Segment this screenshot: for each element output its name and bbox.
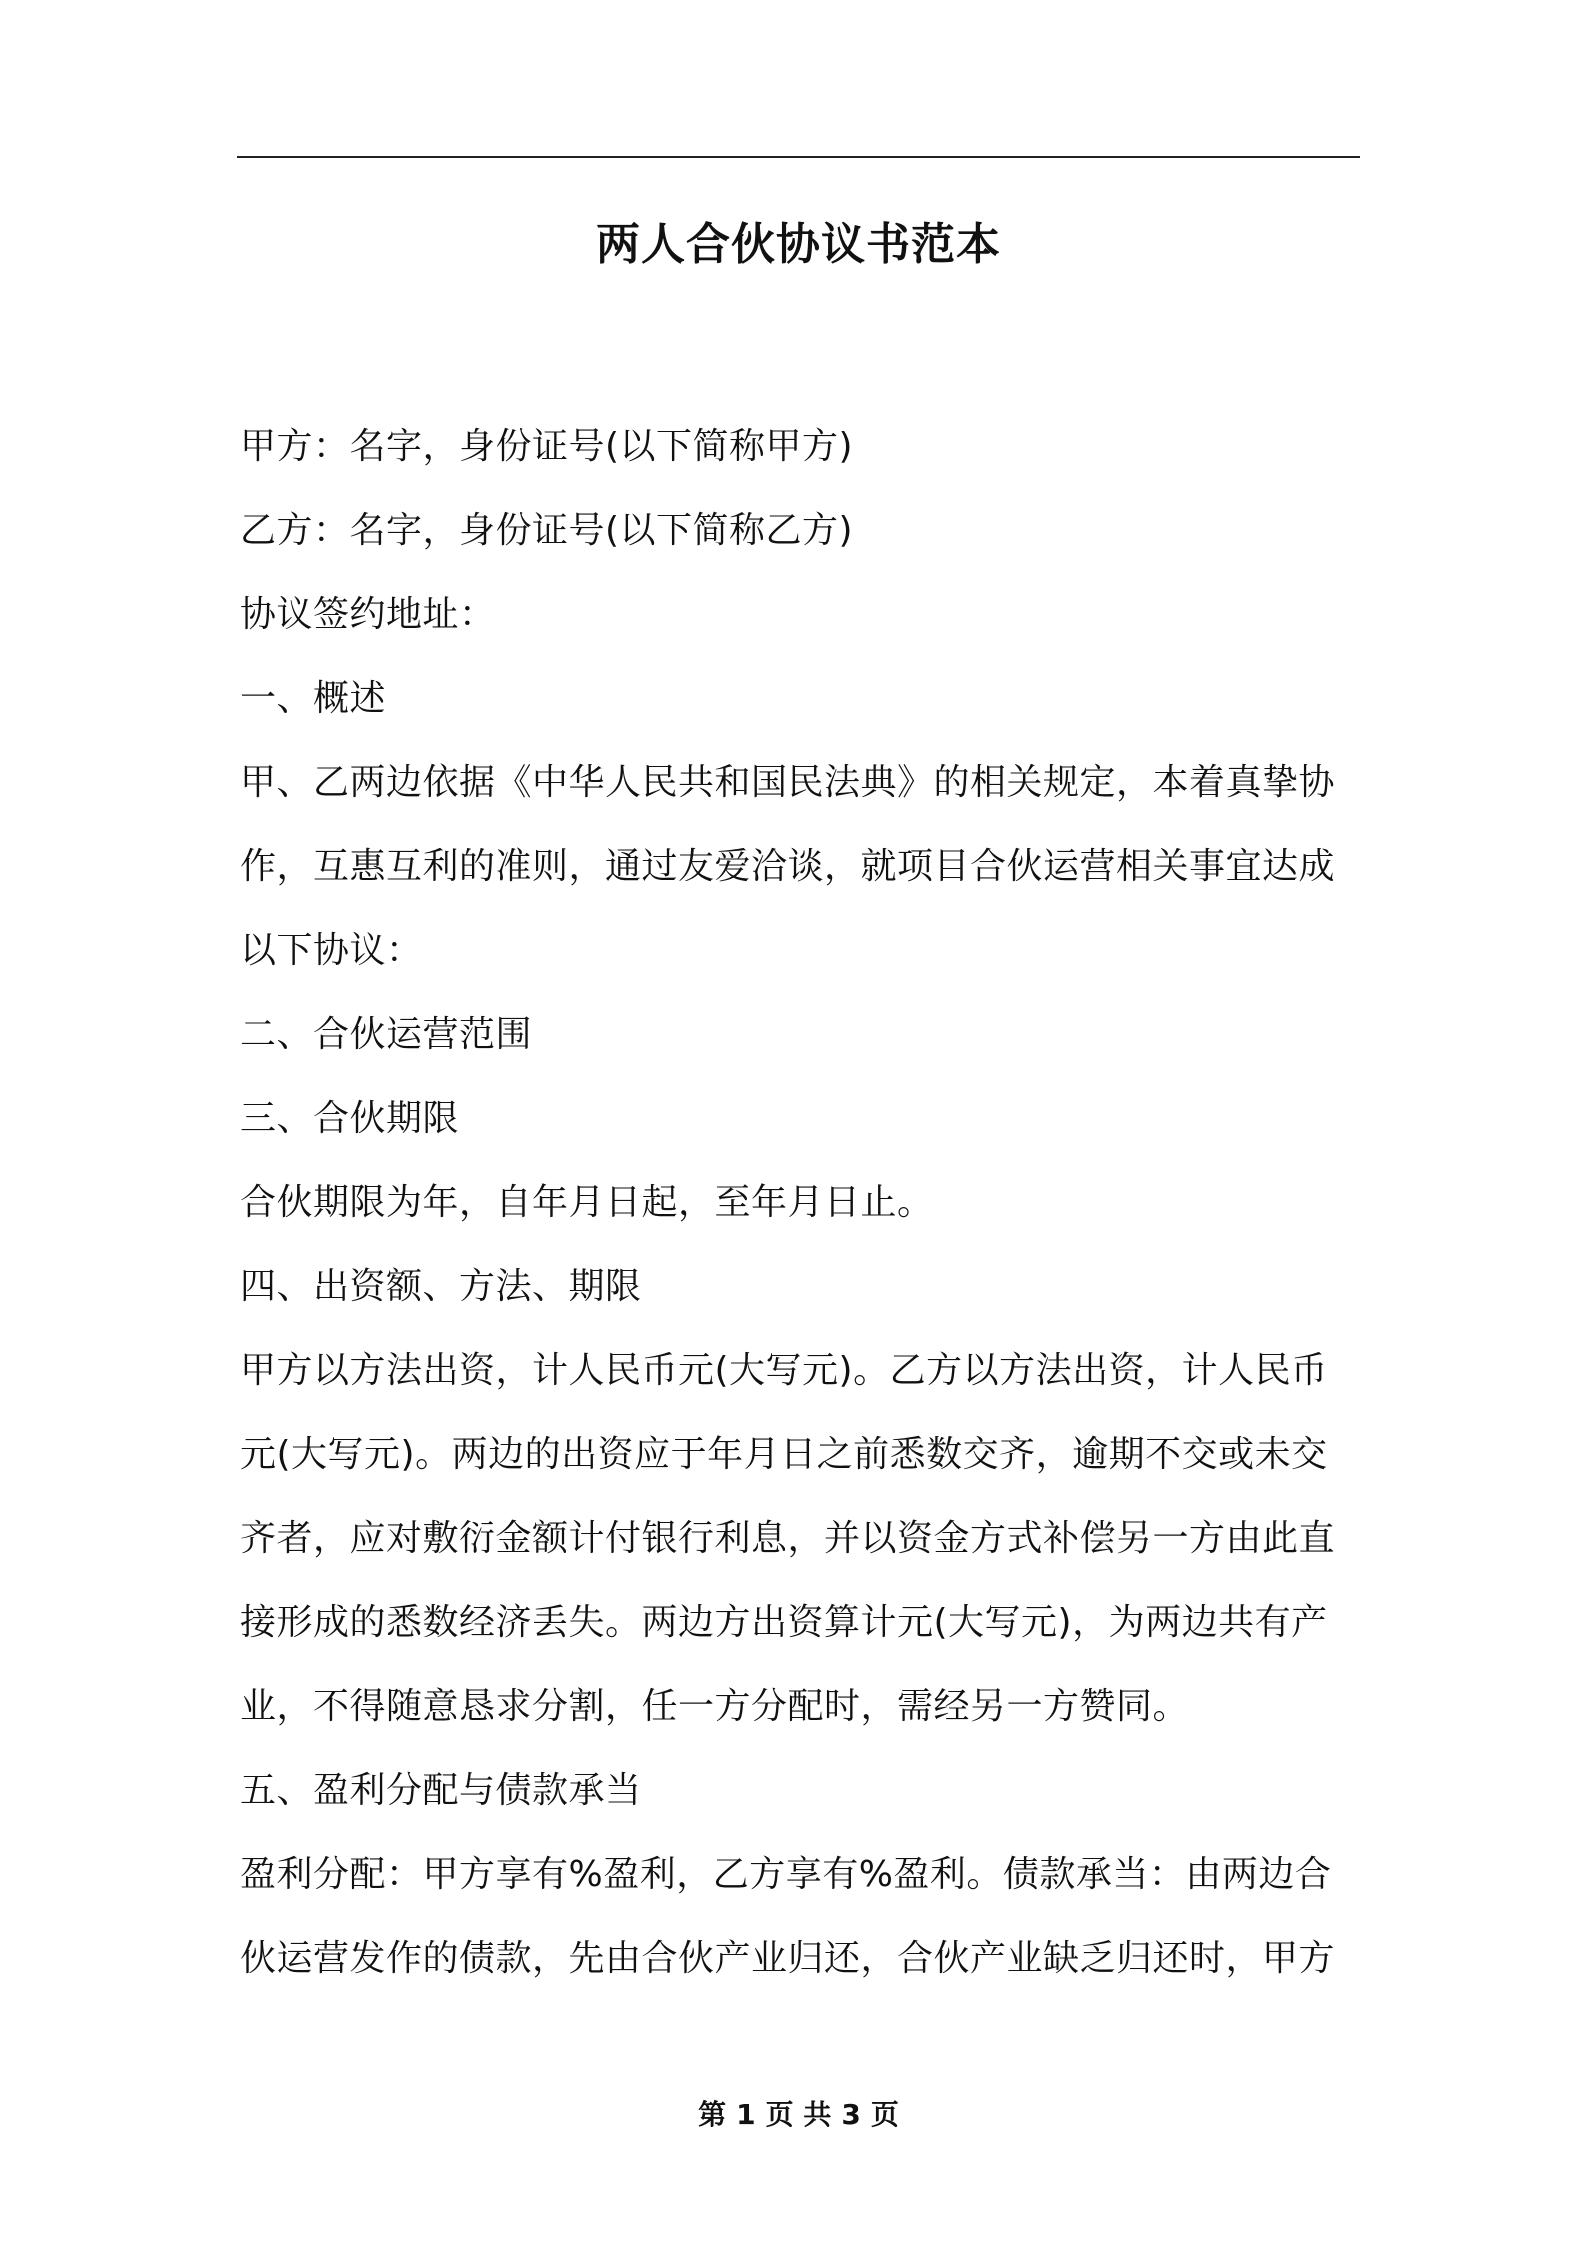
footer-prefix: 第	[698, 2098, 727, 2131]
paragraph-line: 盈利分配：甲方享有%盈利，乙方享有%盈利。债款承当：由两边合	[240, 1854, 1332, 1895]
paragraph-line: 甲、乙两边依据《中华人民共和国民法典》的相关规定，本着真挚协	[240, 762, 1336, 803]
section-heading-scope: 二、合伙运营范围	[240, 1014, 533, 1055]
total-pages-number: 3	[841, 2098, 861, 2131]
current-page-number: 1	[736, 2098, 756, 2131]
page-number-footer	[237, 2095, 1360, 2135]
paragraph-line: 以下协议：	[240, 930, 423, 971]
section-heading-overview: 一、概述	[240, 678, 387, 719]
paragraph-line: 齐者，应对敷衍金额计付银行利息，并以资金方式补偿另一方由此直	[240, 1518, 1336, 1559]
paragraph-line: 接形成的悉数经济丢失。两边方出资算计元(大写元)，为两边共有产	[240, 1602, 1328, 1643]
paragraph-line: 甲方以方法出资，计人民币元(大写元)。乙方以方法出资，计人民币	[240, 1350, 1328, 1391]
section-heading-term: 三、合伙期限	[240, 1098, 460, 1139]
paragraph-line: 伙运营发作的债款，先由合伙产业归还，合伙产业缺乏归还时，甲方	[240, 1938, 1336, 1979]
party-a-line: 甲方：名字，身份证号(以下简称甲方)	[240, 426, 854, 467]
document-body	[240, 405, 1360, 2001]
footer-suffix: 页	[870, 2098, 899, 2131]
paragraph-line: 业，不得随意恳求分割，任一方分配时，需经另一方赞同。	[240, 1686, 1190, 1727]
section-heading-capital: 四、出资额、方法、期限	[240, 1266, 642, 1307]
party-b-line: 乙方：名字，身份证号(以下简称乙方)	[240, 510, 854, 551]
section-heading-profit: 五、盈利分配与债款承当	[240, 1770, 642, 1811]
signing-address-line: 协议签约地址：	[240, 594, 496, 635]
footer-mid: 页 共	[765, 2098, 832, 2131]
paragraph-line: 作，互惠互利的准则，通过友爱洽谈，就项目合伙运营相关事宜达成	[240, 846, 1336, 887]
document-title: 两人合伙协议书范本	[596, 219, 1001, 270]
paragraph-line: 合伙期限为年，自年月日起，至年月日止。	[240, 1182, 934, 1223]
paragraph-line: 元(大写元)。两边的出资应于年月日之前悉数交齐，逾期不交或未交	[240, 1434, 1328, 1475]
header-rule	[237, 156, 1360, 158]
